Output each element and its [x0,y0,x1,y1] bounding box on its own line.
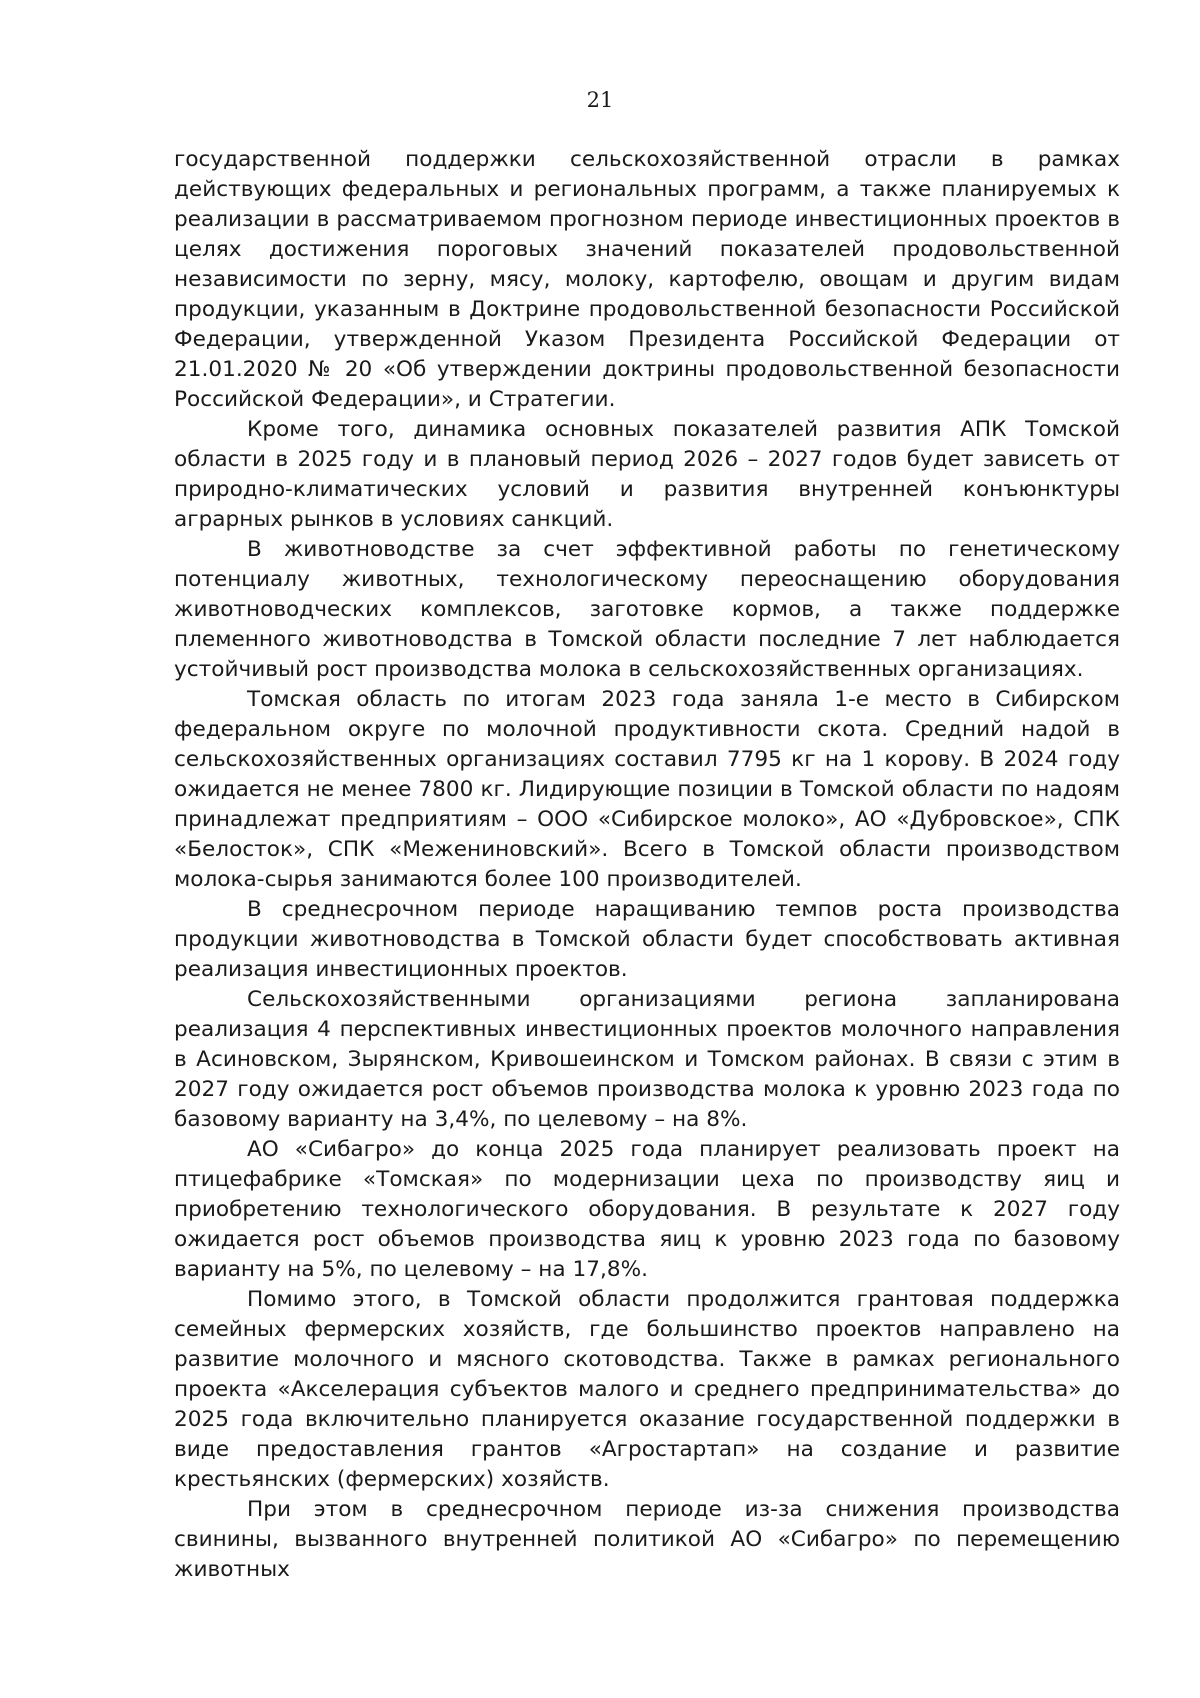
paragraph: Томская область по итогам 2023 года заняла 1-е место в Сибирском федеральном округе по молочной продуктивности скота. Средний надой в сельскохозяйственных организациях составил 7795 кг на 1 корову. В 2024 году ожидается не менее 7800 кг. Лидирующие позиции в Томской области по надоям принадлежат предприятиям – ООО «Сибирское молоко», АО «Дубровское», СПК «Белосток», СПК «Межениновский». Всего в Томской области производством молока-сырья занимаются более 100 производителей. [174,687,1120,892]
paragraph-continuation: государственной поддержки сельскохозяйственной отрасли в рамках действующих федеральных и региональных программ, а также планируемых к реализации в рассматриваемом прогнозном периоде инвестиционных проектов в целях достижения пороговых значений показателей продовольственной независимости по зерну, мясу, молоку, картофелю, овощам и другим видам продукции, указанным в Доктрине продовольственной безопасности Российской Федерации, утвержденной Указом Президента Российской Федерации от 21.01.2020 № 20 «Об утверждении доктрины продовольственной безопасности Российской Федерации», и Стратегии. [174,147,1120,412]
paragraph: В животноводстве за счет эффективной работы по генетическому потенциалу животных, технологическому переоснащению оборудования животноводческих комплексов, заготовке кормов, а также поддержке племенного животноводства в Томской области последние 7 лет наблюдается устойчивый рост производства молока в сельскохозяйственных организациях. [174,537,1120,682]
paragraph: АО «Сибагро» до конца 2025 года планирует реализовать проект на птицефабрике «Томская» по модернизации цеха по производству яиц и приобретению технологического оборудования. В результате к 2027 году ожидается рост объемов производства яиц к уровню 2023 года по базовому варианту на 5%, по целевому – на 17,8%. [174,1137,1120,1282]
paragraph: Помимо этого, в Томской области продолжится грантовая поддержка семейных фермерских хозяйств, где большинство проектов направлено на развитие молочного и мясного скотоводства. Также в рамках регионального проекта «Акселерация субъектов малого и среднего предпринимательства» до 2025 года включительно планируется оказание государственной поддержки в виде предоставления грантов «Агростартап» на создание и развитие крестьянских (фермерских) хозяйств. [174,1287,1120,1492]
paragraph: В среднесрочном периоде наращиванию темпов роста производства продукции животноводства в Томской области будет способствовать активная реализация инвестиционных проектов. [174,897,1120,982]
page-number: 21 [586,88,614,112]
document-body [174,145,1120,1585]
paragraph: Сельскохозяйственными организациями региона запланирована реализация 4 перспективных инвестиционных проектов молочного направления в Асиновском, Зырянском, Кривошеинском и Томском районах. В связи с этим в 2027 году ожидается рост объемов производства молока к уровню 2023 года по базовому варианту на 3,4%, по целевому – на 8%. [174,987,1120,1132]
paragraph: Кроме того, динамика основных показателей развития АПК Томской области в 2025 году и в плановый период 2026 – 2027 годов будет зависеть от природно-климатических условий и развития внутренней конъюнктуры аграрных рынков в условиях санкций. [174,417,1120,532]
paragraph-truncated: При этом в среднесрочном периоде из-за снижения производства свинины, вызванного внутренней политикой АО «Сибагро» по перемещению животных [174,1497,1120,1582]
